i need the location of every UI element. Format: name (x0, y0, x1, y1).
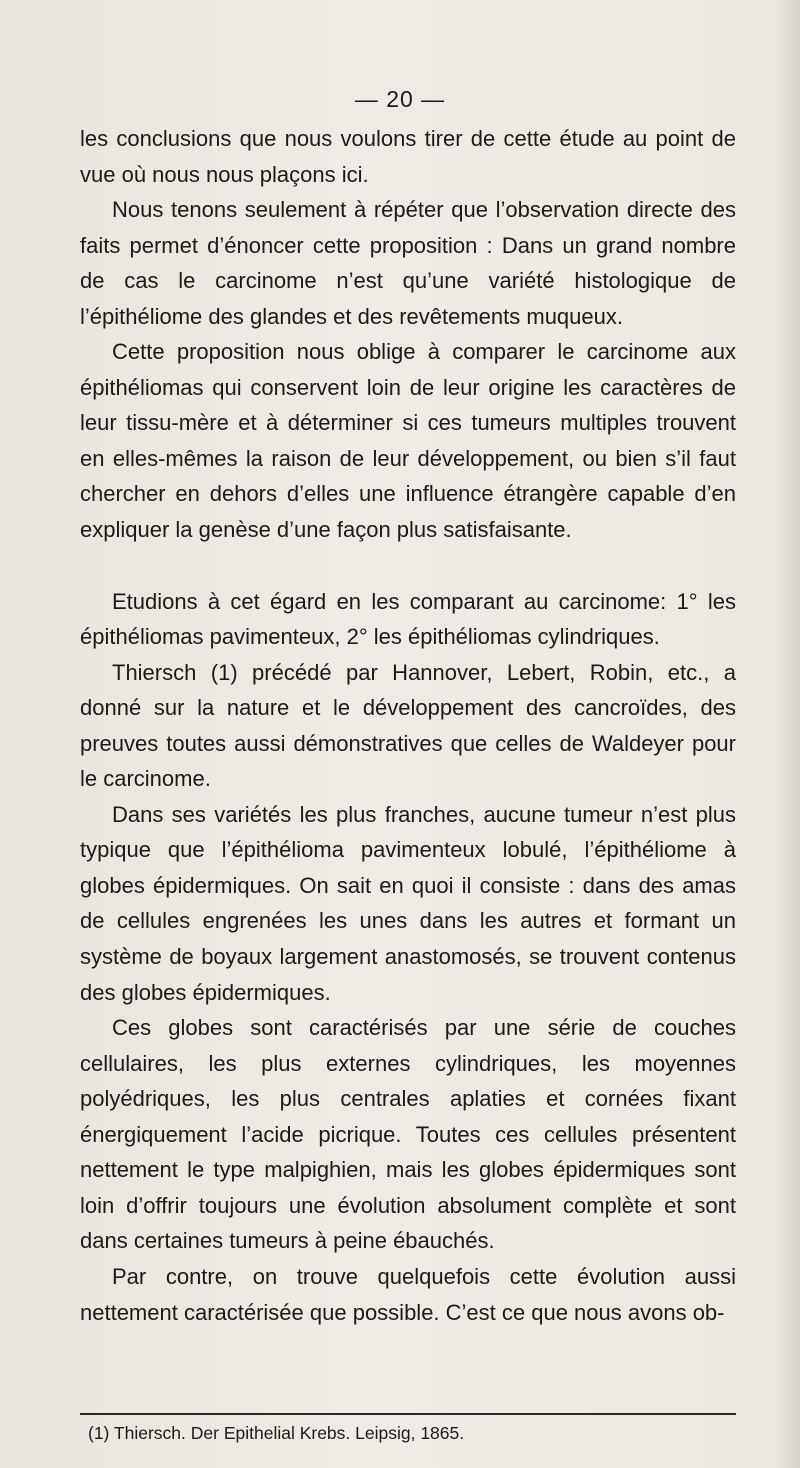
paragraph-thiersch: Thiersch (1) précédé par Hannover, Lebert, Robin, etc., a donné sur la nature et le développement des cancroïdes, des preuves toutes aussi démonstratives que celles de Waldeyer pour le carcinome. (80, 659, 736, 792)
paragraph-continuation: les conclusions que nous voulons tirer de cette étude au point de vue où nous nous plaçons ici. (80, 126, 736, 187)
footnote: (1) Thiersch. Der Epithelial Krebs. Leipsig, 1865. (88, 1423, 465, 1443)
body-text (80, 121, 736, 1330)
page-edge-shadow (772, 0, 800, 1468)
paragraph-comparison: Cette proposition nous oblige à comparer le carcinome aux épithéliomas qui conservent loin de leur origine les caractères de leur tissu-mère et à déterminer si ces tumeurs multiples trouvent en elles-mêmes la raison de leur développement, ou bien s’il faut chercher en dehors d’elles une influence étrangère capable d’en expliquer la genèse d’une façon plus satisfaisante. (80, 339, 736, 543)
page-number: — 20 — (354, 86, 446, 112)
paragraph-globes: Ces globes sont caractérisés par une série de couches cellulaires, les plus externes cylindriques, les moyennes polyédriques, les plus centrales aplaties et cornées fixant énergiquement l’acide picrique. Toutes ces cellules présentent nettement le type malpighien, mais les globes épidermiques sont loin d’offrir toujours une évolution absolument complète et sont dans certaines tumeurs à peine ébauchés. (80, 1015, 736, 1254)
paragraph-varieties: Dans ses variétés les plus franches, aucune tumeur n’est plus typique que l’épithélioma pavimenteux lobulé, l’épithéliome à globes épidermiques. On sait en quoi il consiste : dans des amas de cellules engrenées les unes dans les autres et formant un système de boyaux largement anastomosés, se trouvent contenus des globes épidermiques. (80, 801, 736, 1005)
paragraph-study-plan: Etudions à cet égard en les comparant au carcinome: 1° les épithéliomas pavimenteux, 2° les épithéliomas cylindriques. (80, 588, 736, 650)
footnote-divider (80, 1413, 736, 1415)
paragraph-evolution: Par contre, on trouve quelquefois cette évolution aussi nettement caractérisée que possible. C’est ce que nous avons ob- (80, 1263, 736, 1325)
paragraph-proposition: Nous tenons seulement à répéter que l’observation directe des faits permet d’énoncer cette proposition : Dans un grand nombre de cas le carcinome n’est qu’une variété histologique de l’épithéliome des glandes et des revêtements muqueux. (80, 197, 736, 329)
